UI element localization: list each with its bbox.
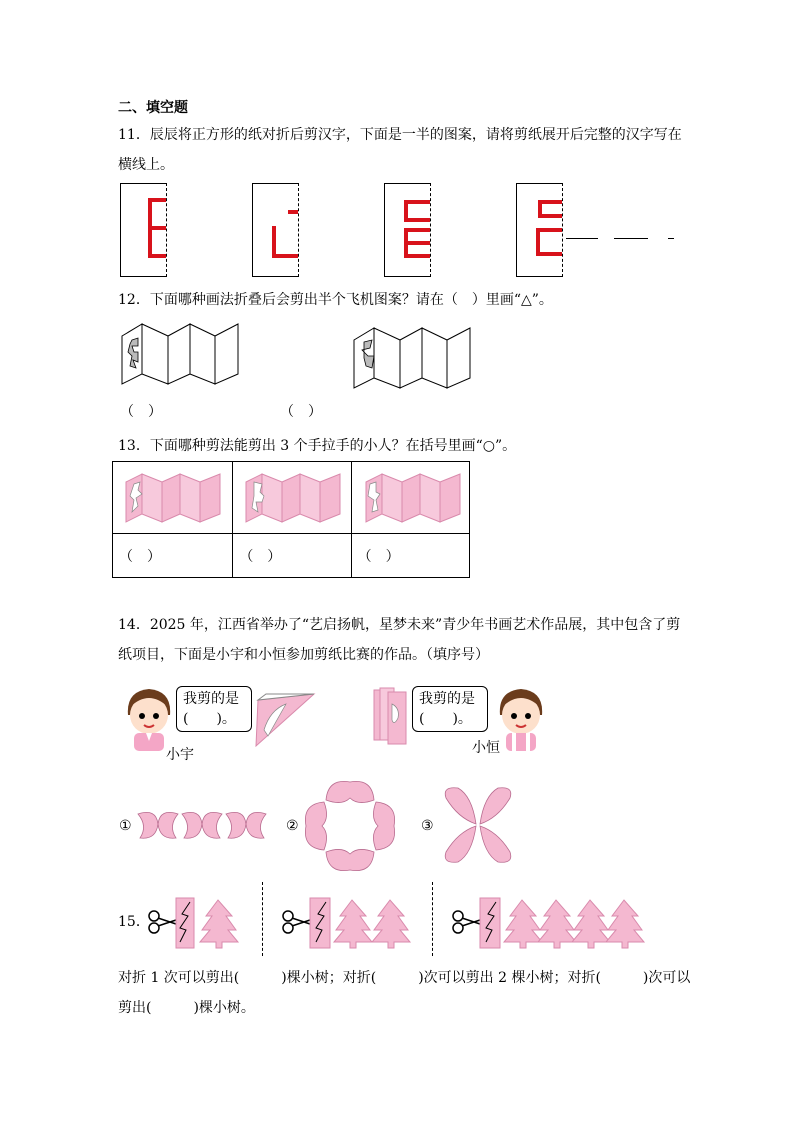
q13-pink-folded-paper-2	[244, 472, 344, 524]
q12-folded-paper-1	[120, 322, 245, 386]
xiaoyu-bubble-answer[interactable]: ( )。	[183, 711, 236, 727]
xiaoheng-boy-illustration	[494, 685, 548, 751]
answer-line-2[interactable]	[614, 238, 648, 239]
q15-text-line2[interactable]: 剪出( )棵小树。	[118, 1000, 255, 1016]
q14-text-line1: 14．2025 年，江西省举办了“艺启扬帆，星梦未来”青少年书画艺术作品展，其中包含了剪	[118, 617, 681, 633]
xiaoheng-bubble-line1: 我剪的是	[419, 691, 475, 707]
q12-answer-paren-2[interactable]: （ ）	[280, 404, 322, 420]
option-2-butterfly-ring	[302, 778, 398, 874]
q15-divider-2	[432, 882, 433, 956]
q12-text: 12．下面哪种画法折叠后会剪出半个飞机图案？请在（ ）里画“△”。	[118, 292, 553, 308]
xiaoyu-name: 小宇	[166, 747, 194, 763]
q13-answer-paren-3[interactable]: （ ）	[357, 548, 400, 565]
q15-fold-twice-trees	[280, 894, 414, 950]
option-1-label: ①	[119, 818, 132, 834]
q15-divider-1	[262, 882, 263, 956]
option-2-label: ②	[286, 818, 299, 834]
xiaoheng-name: 小恒	[472, 740, 500, 756]
q15-label: 15．	[118, 914, 150, 930]
q13-text: 13．下面哪种剪法能剪出 3 个手拉手的小人？在括号里画“○”。	[118, 438, 517, 454]
q14-text-line2: 纸项目，下面是小宇和小恒参加剪纸比赛的作品。（填序号）	[118, 647, 489, 663]
option-3-label: ③	[421, 818, 434, 834]
q12-answer-paren-1[interactable]: （ ）	[120, 404, 162, 420]
xiaoyu-speech-bubble	[176, 686, 252, 732]
xiaoyu-boy-illustration	[122, 685, 176, 751]
q11-text-line2: 横线上。	[118, 157, 174, 173]
q13-cell-answer-3[interactable]	[351, 534, 469, 578]
xiaoyu-bubble-line1: 我剪的是	[183, 691, 239, 707]
q13-cell-answer-2[interactable]	[233, 534, 351, 578]
q13-answer-paren-2[interactable]: （ ）	[239, 548, 282, 565]
answer-line-3[interactable]	[668, 238, 674, 239]
q12-folded-paper-2	[352, 326, 477, 390]
answer-line-1[interactable]	[566, 238, 598, 239]
folded-triangle-paper-icon	[254, 690, 316, 748]
section-title: 二、填空题	[118, 100, 188, 116]
option-3-butterfly-cross	[438, 782, 518, 868]
q13-cell-answer-1[interactable]	[113, 534, 233, 578]
folded-stack-paper-icon	[372, 686, 410, 746]
q15-text-line1[interactable]: 对折 1 次可以剪出( )棵小树；对折( )次可以剪出 2 棵小树；对折( )次可以	[118, 970, 691, 986]
q11-text-line1: 11．辰辰将正方形的纸对折后剪汉字，下面是一半的图案，请将剪纸展开后完整的汉字写在	[118, 127, 682, 143]
q15-fold-thrice-trees	[450, 894, 646, 950]
q13-answer-paren-1[interactable]: （ ）	[119, 548, 161, 565]
q13-pink-folded-paper-3	[364, 472, 464, 524]
q15-fold-once-trees	[146, 894, 246, 950]
option-1-butterfly-chain	[136, 808, 270, 844]
xiaoheng-bubble-answer[interactable]: ( )。	[419, 711, 472, 727]
q13-pink-folded-paper-1	[124, 472, 224, 524]
xiaoheng-speech-bubble	[412, 686, 488, 732]
